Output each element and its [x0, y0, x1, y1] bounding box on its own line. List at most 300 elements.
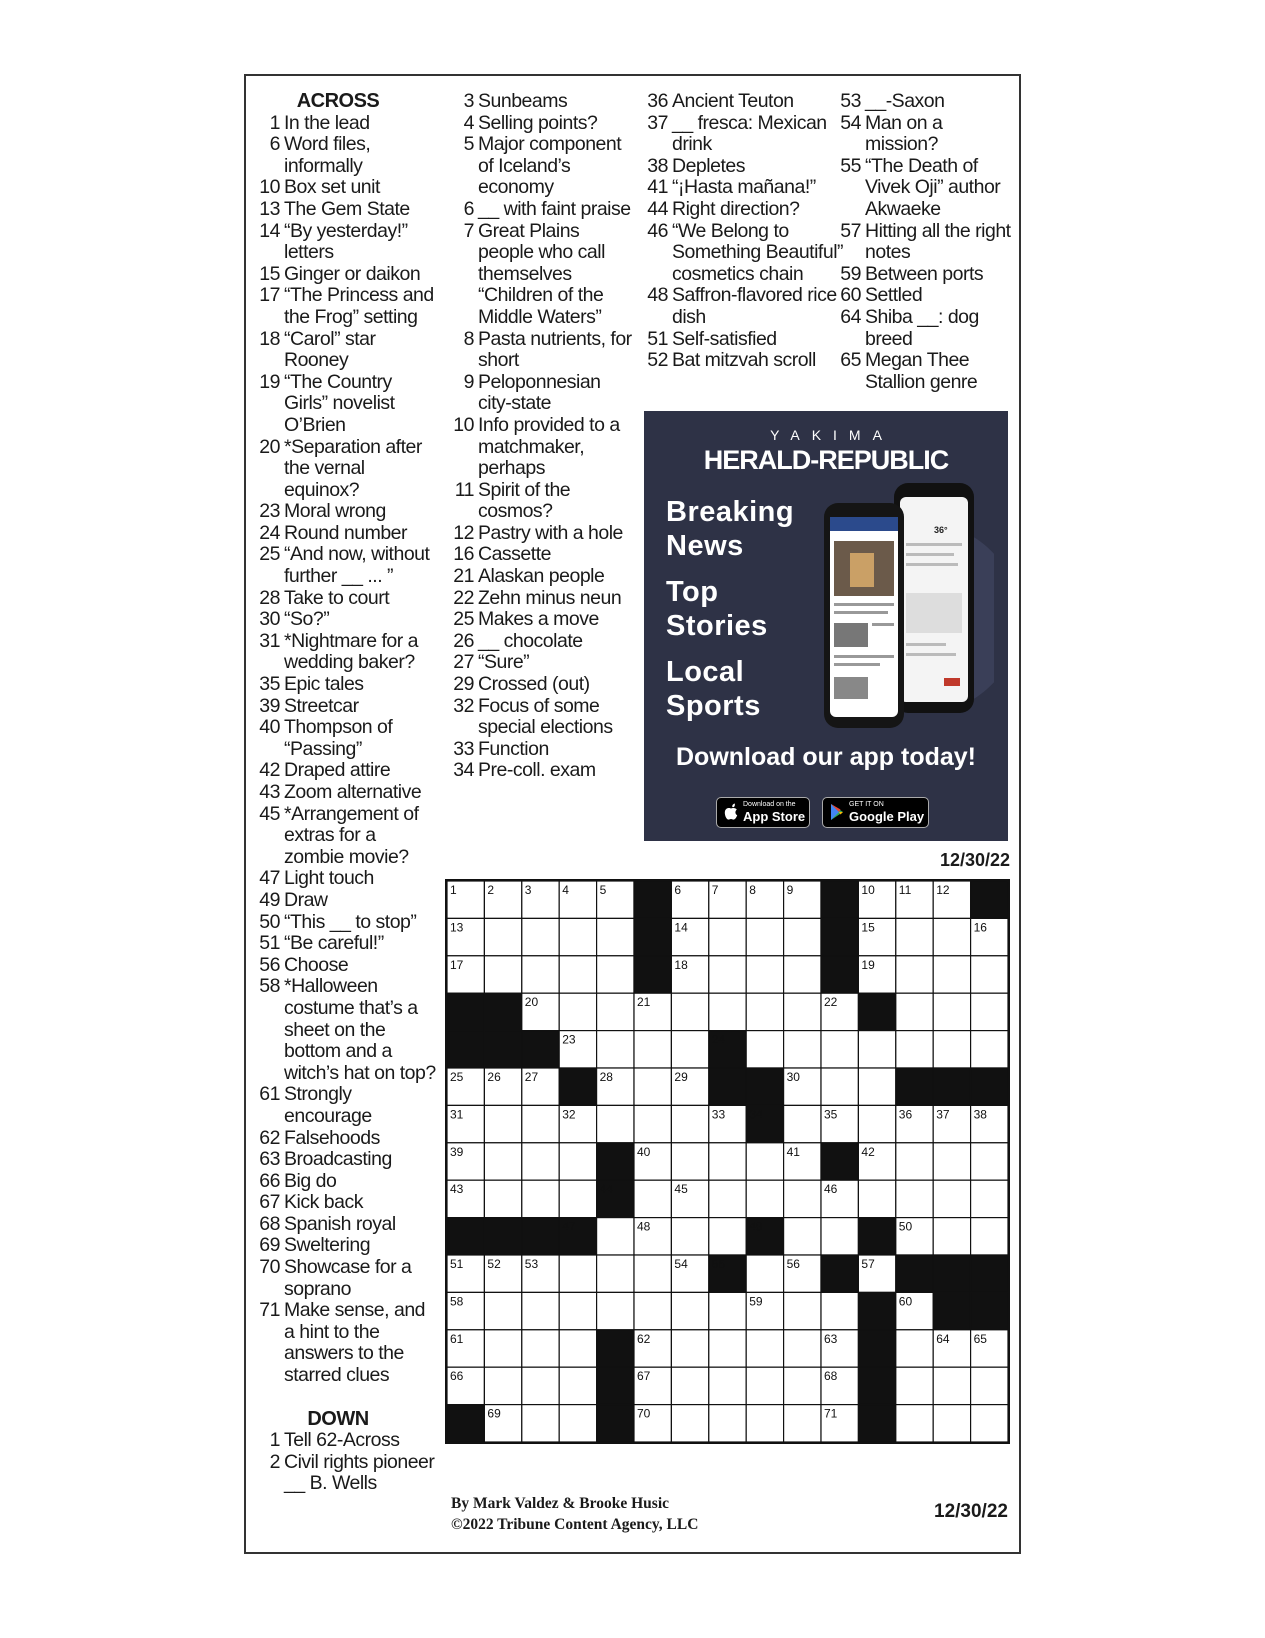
- clue-number: 40: [259, 716, 280, 739]
- black-square: [484, 993, 521, 1030]
- grid-cell[interactable]: [746, 1180, 783, 1217]
- grid-cell[interactable]: [597, 1105, 634, 1142]
- grid-cell[interactable]: [559, 993, 596, 1030]
- cell-number: 57: [861, 1257, 875, 1271]
- grid-cell[interactable]: [933, 1218, 970, 1255]
- grid-cell[interactable]: [671, 1292, 708, 1329]
- clue-text: “Sure”: [478, 651, 530, 674]
- clue-number: 71: [259, 1299, 280, 1322]
- cell-number: 41: [786, 1144, 800, 1159]
- across-clue-58: [258, 976, 438, 1084]
- clue-number: 32: [453, 694, 474, 717]
- grid-cell[interactable]: [709, 1180, 746, 1217]
- grid-cell[interactable]: [933, 993, 970, 1030]
- grid-cell[interactable]: [971, 1180, 1008, 1217]
- grid-cell[interactable]: [784, 918, 821, 955]
- grid-cell[interactable]: [484, 1367, 521, 1404]
- clue-text: Pasta nutrients, for short: [478, 327, 632, 372]
- down-clue-38: [646, 156, 846, 178]
- grid-cell[interactable]: [597, 1255, 634, 1292]
- grid-cell[interactable]: [784, 1218, 821, 1255]
- grid-cell[interactable]: [858, 1031, 895, 1068]
- down-clue-9: [452, 372, 632, 415]
- grid-cell[interactable]: [522, 956, 559, 993]
- down-clue-2: [258, 1452, 438, 1495]
- grid-cell[interactable]: [933, 1180, 970, 1217]
- black-square: [933, 1068, 970, 1105]
- cell-number: 12: [936, 883, 950, 897]
- grid-cell[interactable]: [709, 1143, 746, 1180]
- down-clue-33: [452, 739, 632, 761]
- black-square: [821, 956, 858, 993]
- cell-number: 34: [749, 1107, 763, 1122]
- black-square: [559, 1068, 596, 1105]
- clue-number: 67: [259, 1191, 280, 1214]
- grid-cell[interactable]: [709, 1218, 746, 1255]
- grid-cell[interactable]: [784, 993, 821, 1030]
- grid-cell[interactable]: [821, 1068, 858, 1105]
- clue-number: 62: [259, 1126, 280, 1149]
- grid-cell[interactable]: [896, 956, 933, 993]
- grid-cell[interactable]: [671, 1367, 708, 1404]
- grid-cell[interactable]: [709, 1367, 746, 1404]
- across-clue-47: [258, 868, 438, 890]
- down-clue-26: [452, 631, 632, 653]
- grid-cell[interactable]: [484, 1292, 521, 1329]
- cell-number: 45: [674, 1182, 688, 1197]
- across-clue-28: [258, 588, 438, 610]
- black-square: [447, 1218, 484, 1255]
- clue-text: Thompson of “Passing”: [284, 716, 393, 760]
- clue-number: 27: [453, 651, 474, 674]
- grid-cell[interactable]: [484, 1105, 521, 1142]
- grid-cell[interactable]: [971, 993, 1008, 1030]
- grid-cell[interactable]: [522, 1143, 559, 1180]
- across-clue-70: [258, 1257, 438, 1300]
- grid-cell[interactable]: [597, 1292, 634, 1329]
- cell-number: 61: [450, 1331, 464, 1346]
- clue-number: 10: [259, 176, 280, 199]
- black-square: [447, 1031, 484, 1068]
- grid-cell[interactable]: [484, 956, 521, 993]
- grid-cell[interactable]: [784, 1405, 821, 1442]
- grid-cell[interactable]: [634, 1105, 671, 1142]
- black-square: [597, 1367, 634, 1404]
- cell-number: 7: [711, 883, 719, 897]
- grid-cell[interactable]: [784, 1367, 821, 1404]
- cell-number: 67: [637, 1369, 651, 1384]
- cell-number: 52: [487, 1257, 501, 1271]
- clue-number: 57: [840, 219, 861, 242]
- clue-text: Cassette: [478, 543, 551, 566]
- across-clue-68: [258, 1214, 438, 1236]
- cell-number: 51: [450, 1257, 464, 1271]
- grid-cell[interactable]: [709, 1405, 746, 1442]
- down-clue-41: [646, 177, 846, 199]
- cell-number: 8: [749, 883, 756, 897]
- clue-text: Info provided to a matchmaker, perhaps: [478, 413, 620, 480]
- grid-cell[interactable]: [597, 993, 634, 1030]
- ad-headline: Local Sports: [666, 656, 761, 722]
- across-clue-45: [258, 804, 438, 869]
- google-play-small: GET IT ON: [849, 801, 884, 808]
- down-clue-7: [452, 221, 632, 329]
- grid-cell[interactable]: [559, 1292, 596, 1329]
- grid-cell[interactable]: [522, 1367, 559, 1404]
- clue-text: In the lead: [284, 111, 370, 134]
- grid-cell[interactable]: [784, 956, 821, 993]
- cell-number: 48: [637, 1219, 651, 1234]
- clue-text: Sunbeams: [478, 90, 568, 112]
- cell-number: 25: [450, 1070, 464, 1084]
- cell-number: 32: [562, 1107, 576, 1122]
- cell-number: 13: [450, 920, 464, 935]
- clue-text: Depletes: [672, 154, 745, 177]
- across-clue-1: [258, 113, 438, 135]
- grid-cell[interactable]: [933, 1143, 970, 1180]
- google-play-badge[interactable]: [822, 797, 929, 828]
- down-clue-1: [258, 1430, 438, 1452]
- grid-cell[interactable]: [933, 956, 970, 993]
- cell-number: 38: [973, 1107, 987, 1122]
- clue-number: 35: [259, 673, 280, 696]
- clue-number: 42: [259, 759, 280, 782]
- cell-number: 68: [824, 1369, 838, 1384]
- black-square: [896, 1255, 933, 1292]
- cell-number: 3: [524, 883, 532, 897]
- cell-number: 24: [711, 1032, 726, 1047]
- grid-cell[interactable]: [559, 918, 596, 955]
- black-square: [933, 1292, 970, 1329]
- grid-cell[interactable]: [746, 918, 783, 955]
- clue-number: 47: [259, 867, 280, 890]
- across-clue-30: [258, 609, 438, 631]
- clue-number: 51: [647, 327, 668, 350]
- grid-cell[interactable]: [933, 918, 970, 955]
- grid-cell[interactable]: [634, 1031, 671, 1068]
- clue-number: 25: [259, 543, 280, 566]
- puzzle-date: 12/30/22: [940, 850, 1011, 870]
- grid-cell[interactable]: [671, 1330, 708, 1367]
- grid-cell[interactable]: [896, 918, 933, 955]
- grid-cell[interactable]: [634, 1068, 671, 1105]
- clue-number: 58: [259, 975, 280, 998]
- clue-number: 66: [259, 1169, 280, 1192]
- grid-cell[interactable]: [597, 956, 634, 993]
- clue-text: Epic tales: [284, 673, 364, 696]
- clue-number: 4: [463, 111, 474, 134]
- cell-number: 33: [711, 1107, 726, 1122]
- down-clue-10: [452, 415, 632, 480]
- app-store-small: Download on the: [743, 801, 796, 808]
- clue-number: 20: [259, 435, 280, 458]
- clue-text: Light touch: [284, 867, 374, 890]
- grid-cell[interactable]: [746, 1367, 783, 1404]
- across-clue-43: [258, 782, 438, 804]
- play-icon: [829, 803, 845, 821]
- across-clue-19: [258, 372, 438, 437]
- grid-cell[interactable]: [634, 1255, 671, 1292]
- grid-cell[interactable]: [559, 1405, 596, 1442]
- clue-text: Selling points?: [478, 111, 598, 134]
- clue-text: __ fresca: Mexican drink: [672, 111, 827, 156]
- grid-cell[interactable]: [858, 1068, 895, 1105]
- cell-number: 31: [450, 1107, 464, 1122]
- grid-cell[interactable]: [746, 1330, 783, 1367]
- down-clue-52: [646, 350, 846, 372]
- down-clue-37: [646, 113, 846, 156]
- cell-number: 18: [674, 957, 688, 972]
- grid-cell[interactable]: [933, 1405, 970, 1442]
- clue-text: Make sense, and a hint to the answers to the starred clues: [284, 1299, 426, 1387]
- grid-cell[interactable]: [671, 1143, 708, 1180]
- grid-cell[interactable]: [784, 1292, 821, 1329]
- clue-text: __ with faint praise: [478, 197, 631, 220]
- grid-cell[interactable]: [821, 1031, 858, 1068]
- black-square: [522, 1218, 559, 1255]
- black-square: [933, 1255, 970, 1292]
- grid-cell[interactable]: [484, 918, 521, 955]
- grid-cell[interactable]: [821, 1292, 858, 1329]
- across-clue-63: [258, 1149, 438, 1171]
- clue-number: 18: [259, 327, 280, 350]
- black-square: [634, 918, 671, 955]
- grid-cell[interactable]: [896, 993, 933, 1030]
- cell-number: 4: [562, 883, 569, 897]
- grid-cell[interactable]: [971, 1218, 1008, 1255]
- down-clue-36: [646, 91, 846, 113]
- grid-cell[interactable]: [746, 1031, 783, 1068]
- down-clue-53: [839, 91, 1019, 113]
- clue-number: 60: [840, 284, 861, 307]
- cell-number: 5: [599, 883, 607, 897]
- clue-number: 1: [269, 1429, 280, 1452]
- clue-number: 24: [259, 521, 280, 544]
- cell-number: 36: [898, 1107, 913, 1122]
- clue-text: “Carol” star Rooney: [284, 327, 376, 372]
- app-advertisement[interactable]: [644, 411, 1008, 841]
- clue-number: 51: [259, 932, 280, 955]
- grid-cell[interactable]: [484, 1143, 521, 1180]
- clue-text: Spirit of the cosmos?: [478, 478, 571, 523]
- black-square: [858, 1330, 895, 1367]
- clue-text: Zoom alternative: [284, 781, 422, 803]
- down-clue-54: [839, 113, 1019, 156]
- clue-number: 59: [840, 262, 861, 285]
- grid-cell[interactable]: [896, 1405, 933, 1442]
- down-clue-11: [452, 480, 632, 523]
- ad-headline: Top Stories: [666, 576, 768, 642]
- grid-cell[interactable]: [559, 1367, 596, 1404]
- grid-cell[interactable]: [971, 1405, 1008, 1442]
- clue-text: Major component of Iceland’s economy: [478, 133, 622, 199]
- grid-cell[interactable]: [784, 1105, 821, 1142]
- clue-text: Ginger or daikon: [284, 262, 421, 285]
- grid-cell[interactable]: [671, 1105, 708, 1142]
- cell-number: 54: [674, 1257, 688, 1271]
- down-clue-27: [452, 652, 632, 674]
- grid-cell[interactable]: [746, 993, 783, 1030]
- clue-text: *Arrangement of extras for a zombie movie?: [284, 802, 419, 868]
- grid-cell[interactable]: [971, 1367, 1008, 1404]
- across-clue-18: [258, 329, 438, 372]
- cell-number: 10: [861, 883, 875, 897]
- grid-cell[interactable]: [671, 1405, 708, 1442]
- cell-number: 62: [637, 1331, 651, 1346]
- grid-cell[interactable]: [522, 1180, 559, 1217]
- grid-cell[interactable]: [896, 1330, 933, 1367]
- grid-cell[interactable]: [597, 918, 634, 955]
- clue-column-3: [646, 91, 846, 372]
- cell-number: 66: [450, 1369, 464, 1384]
- clue-text: Bat mitzvah scroll: [672, 349, 816, 372]
- clue-text: Moral wrong: [284, 500, 386, 523]
- grid-cell[interactable]: [858, 1105, 895, 1142]
- clue-number: 15: [259, 262, 280, 285]
- clue-number: 52: [647, 349, 668, 372]
- clue-column-1: [258, 91, 438, 1495]
- across-clue-17: [258, 285, 438, 328]
- clue-text: Zehn minus neun: [478, 586, 622, 609]
- clue-text: “By yesterday!” letters: [284, 219, 408, 264]
- across-clue-35: [258, 674, 438, 696]
- grid-cell[interactable]: [784, 1180, 821, 1217]
- clue-text: The Gem State: [284, 197, 410, 220]
- copyright: ©2022 Tribune Content Agency, LLC: [451, 1516, 699, 1533]
- grid-cell[interactable]: [671, 993, 708, 1030]
- grid-cell[interactable]: [559, 1180, 596, 1217]
- cell-number: 15: [861, 920, 875, 935]
- clue-text: Big do: [284, 1169, 337, 1192]
- grid-cell[interactable]: [933, 1031, 970, 1068]
- grid-cell[interactable]: [522, 918, 559, 955]
- grid-cell[interactable]: [522, 1105, 559, 1142]
- clue-number: 8: [463, 327, 474, 350]
- clue-number: 45: [259, 802, 280, 825]
- clue-number: 64: [840, 305, 861, 328]
- grid-cell[interactable]: [522, 1405, 559, 1442]
- clue-number: 69: [259, 1234, 280, 1257]
- black-square: [597, 1143, 634, 1180]
- puzzle-date-bottom: 12/30/22: [934, 1501, 1008, 1522]
- clue-text: “And now, without further __ ... ”: [284, 543, 430, 588]
- grid-cell[interactable]: [933, 1367, 970, 1404]
- grid-cell[interactable]: [971, 1143, 1008, 1180]
- cell-number: 1: [450, 883, 457, 897]
- grid-cell[interactable]: [858, 1180, 895, 1217]
- grid-cell[interactable]: [559, 1330, 596, 1367]
- grid-cell[interactable]: [746, 1405, 783, 1442]
- clue-text: Makes a move: [478, 608, 599, 631]
- phone-illustration: [814, 483, 994, 733]
- clue-number: 30: [259, 608, 280, 631]
- clue-number: 49: [259, 888, 280, 911]
- grid-cell[interactable]: [709, 1292, 746, 1329]
- grid-cell[interactable]: [634, 1292, 671, 1329]
- clue-text: Round number: [284, 521, 407, 544]
- black-square: [447, 993, 484, 1030]
- grid-cell[interactable]: [746, 956, 783, 993]
- clue-number: 61: [259, 1083, 280, 1106]
- grid-cell[interactable]: [709, 993, 746, 1030]
- crossword-grid[interactable]: [445, 879, 1010, 1444]
- clue-number: 14: [259, 219, 280, 242]
- clue-text: Spanish royal: [284, 1212, 396, 1235]
- grid-cell[interactable]: [522, 1292, 559, 1329]
- grid-cell[interactable]: [671, 1218, 708, 1255]
- clue-text: Sweltering: [284, 1234, 371, 1257]
- ad-headline: Breaking News: [666, 496, 795, 562]
- grid-cell[interactable]: [746, 1255, 783, 1292]
- across-clue-71: [258, 1300, 438, 1386]
- grid-cell[interactable]: [971, 956, 1008, 993]
- clue-number: 26: [453, 629, 474, 652]
- grid-cell[interactable]: [821, 1218, 858, 1255]
- grid-cell[interactable]: [559, 1255, 596, 1292]
- across-clue-10: [258, 177, 438, 199]
- grid-cell[interactable]: [484, 1180, 521, 1217]
- grid-cell[interactable]: [896, 1180, 933, 1217]
- across-clue-13: [258, 199, 438, 221]
- grid-canvas[interactable]: [447, 881, 1008, 1442]
- grid-cell[interactable]: [971, 1031, 1008, 1068]
- across-clue-62: [258, 1128, 438, 1150]
- down-clue-32: [452, 696, 632, 739]
- cell-number: 43: [450, 1182, 464, 1197]
- grid-cell[interactable]: [709, 1330, 746, 1367]
- grid-cell[interactable]: [896, 1143, 933, 1180]
- grid-cell[interactable]: [709, 918, 746, 955]
- grid-cell[interactable]: [634, 1180, 671, 1217]
- cell-number: 59: [749, 1294, 763, 1309]
- clue-number: 9: [463, 370, 474, 393]
- down-clue-5: [452, 134, 632, 199]
- grid-cell[interactable]: [522, 1330, 559, 1367]
- grid-cell[interactable]: [597, 1031, 634, 1068]
- grid-cell[interactable]: [896, 1367, 933, 1404]
- cell-number: 2: [487, 883, 495, 897]
- clue-text: Crossed (out): [478, 673, 590, 696]
- cell-number: 46: [824, 1182, 838, 1197]
- grid-cell[interactable]: [671, 1031, 708, 1068]
- clue-text: Tell 62-Across: [284, 1429, 400, 1452]
- clue-number: 19: [259, 370, 280, 393]
- clue-text: “¡Hasta mañana!”: [672, 176, 816, 199]
- cell-number: 9: [786, 883, 794, 897]
- grid-cell[interactable]: [559, 1143, 596, 1180]
- grid-cell[interactable]: [597, 1218, 634, 1255]
- down-clue-65: [839, 350, 1019, 393]
- clue-number: 3: [463, 90, 474, 112]
- grid-cell[interactable]: [746, 1143, 783, 1180]
- across-clue-67: [258, 1192, 438, 1214]
- grid-cell[interactable]: [784, 1031, 821, 1068]
- clue-text: Self-satisfied: [672, 327, 777, 350]
- grid-cell[interactable]: [709, 956, 746, 993]
- grid-cell[interactable]: [896, 1031, 933, 1068]
- grid-cell[interactable]: [784, 1330, 821, 1367]
- black-square: [858, 1292, 895, 1329]
- clue-text: Ancient Teuton: [672, 90, 794, 112]
- clue-text: Right direction?: [672, 197, 800, 220]
- app-store-badge[interactable]: [716, 797, 810, 828]
- grid-cell[interactable]: [484, 1330, 521, 1367]
- cell-number: 30: [786, 1070, 800, 1084]
- black-square: [821, 1255, 858, 1292]
- clue-number: 6: [269, 133, 280, 156]
- grid-cell[interactable]: [559, 956, 596, 993]
- across-heading: ACROSS: [296, 90, 380, 112]
